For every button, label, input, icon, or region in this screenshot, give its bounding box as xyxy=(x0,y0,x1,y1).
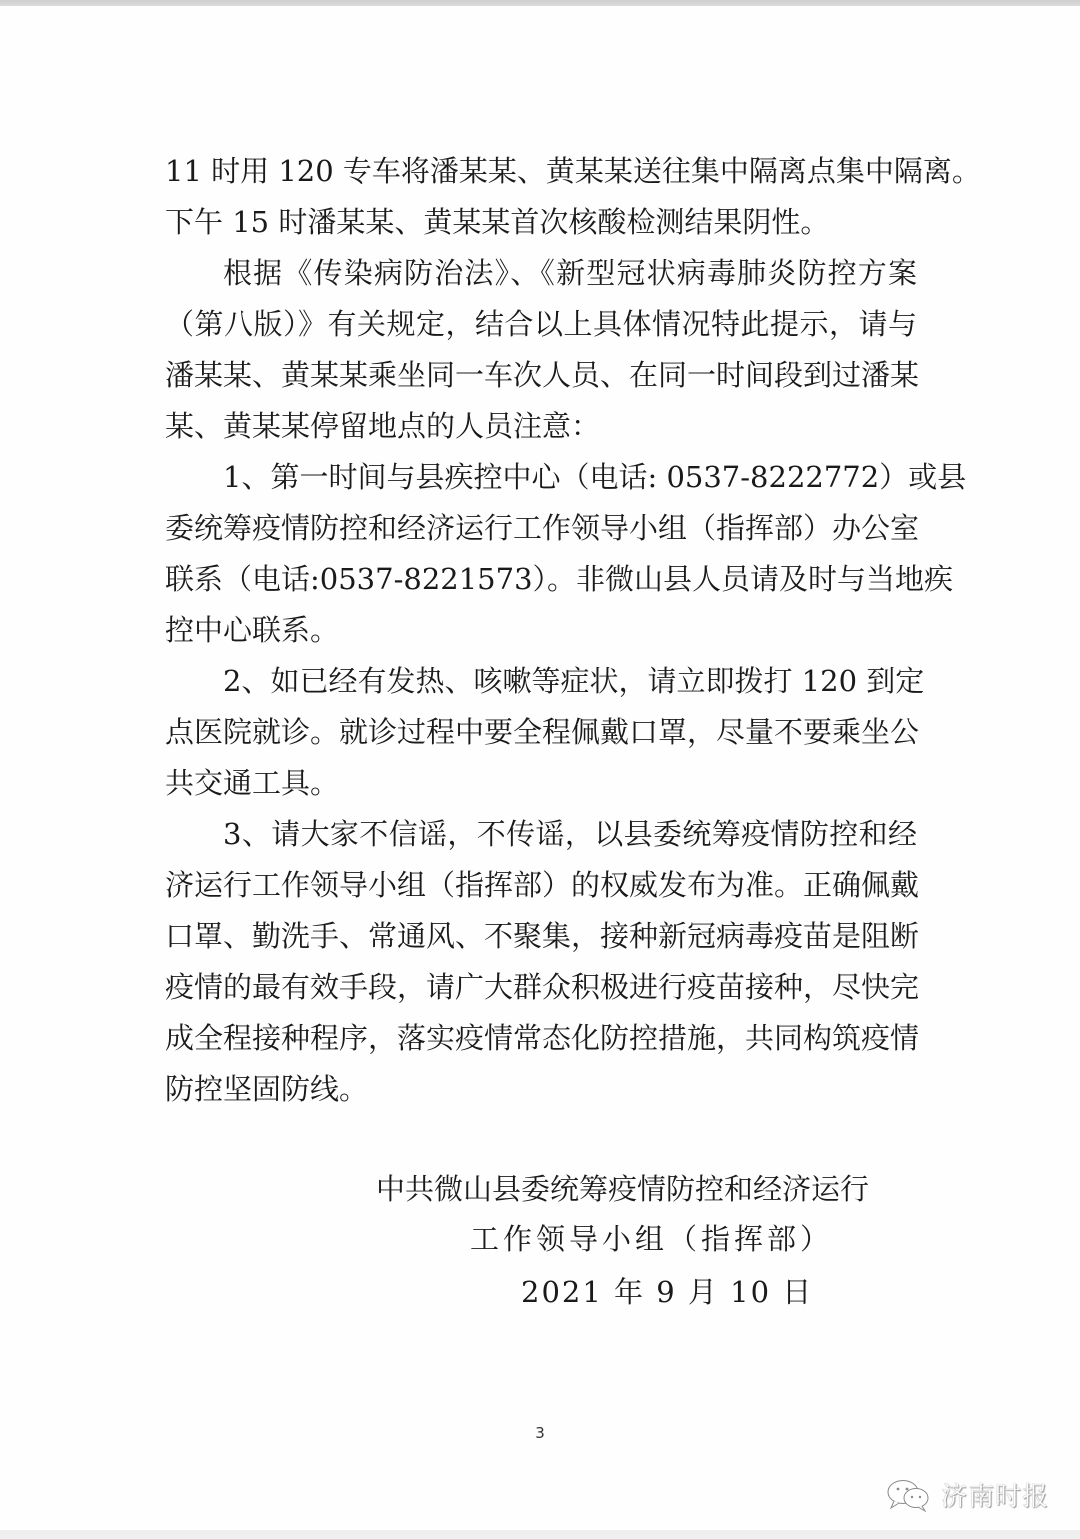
signature-org-line-2: 工作领导小组（指挥部） xyxy=(470,1222,834,1256)
list-item-1-line: 联系（电话:0537-8221573）。非微山县人员请及时与当地疾 xyxy=(165,562,954,596)
list-item-3-line: 3、请大家不信谣，不传谣，以县委统筹疫情防控和经 xyxy=(223,817,917,851)
signature-date: 2021 年 9 月 10 日 xyxy=(521,1275,814,1309)
wechat-icon xyxy=(885,1478,935,1512)
signature-org-line-1: 中共微山县委统筹疫情防控和经济运行 xyxy=(376,1172,870,1206)
paragraph-line: 潘某某、黄某某乘坐同一车次人员、在同一时间段到过潘某 xyxy=(165,358,920,392)
list-item-3-line: 疫情的最有效手段，请广大群众积极进行疫苗接种，尽快完 xyxy=(165,970,920,1004)
paragraph-line: 某、黄某某停留地点的人员注意： xyxy=(165,409,601,443)
source-watermark xyxy=(885,1476,1049,1513)
list-item-3-line: 口罩、勤洗手、常通风、不聚集，接种新冠病毒疫苗是阻断 xyxy=(165,919,920,953)
paragraph-line: 根据《传染病防治法》、《新型冠状病毒肺炎防控方案 xyxy=(223,256,917,290)
paragraph-line: 11 时用 120 专车将潘某某、黄某某送往集中隔离点集中隔离。 xyxy=(165,154,981,188)
page-number: 3 xyxy=(535,1424,545,1442)
bottom-edge-band xyxy=(0,1530,1080,1539)
paragraph-line: （第八版）》有关规定，结合以上具体情况特此提示，请与 xyxy=(165,307,917,341)
list-item-1-line: 控中心联系。 xyxy=(165,613,340,647)
document-body xyxy=(165,146,981,1115)
list-item-2-line: 共交通工具。 xyxy=(165,766,340,800)
document-page xyxy=(0,6,1080,1530)
list-item-3-line: 防控坚固防线。 xyxy=(165,1072,369,1106)
paragraph-line: 下午 15 时潘某某、黄某某首次核酸检测结果阴性。 xyxy=(165,205,830,239)
list-item-1-line: 委统筹疫情防控和经济运行工作领导小组（指挥部）办公室 xyxy=(165,511,920,545)
watermark-text: 济南时报 xyxy=(941,1482,1050,1512)
list-item-3-line: 成全程接种程序，落实疫情常态化防控措施，共同构筑疫情 xyxy=(165,1021,920,1055)
list-item-2-line: 点医院就诊。就诊过程中要全程佩戴口罩，尽量不要乘坐公 xyxy=(165,715,920,749)
list-item-2-line: 2、如已经有发热、咳嗽等症状，请立即拨打 120 到定 xyxy=(223,664,925,698)
list-item-3-line: 济运行工作领导小组（指挥部）的权威发布为准。正确佩戴 xyxy=(165,868,920,902)
list-item-1-line: 1、第一时间与县疾控中心（电话: 0537-8222772）或县 xyxy=(223,460,967,494)
